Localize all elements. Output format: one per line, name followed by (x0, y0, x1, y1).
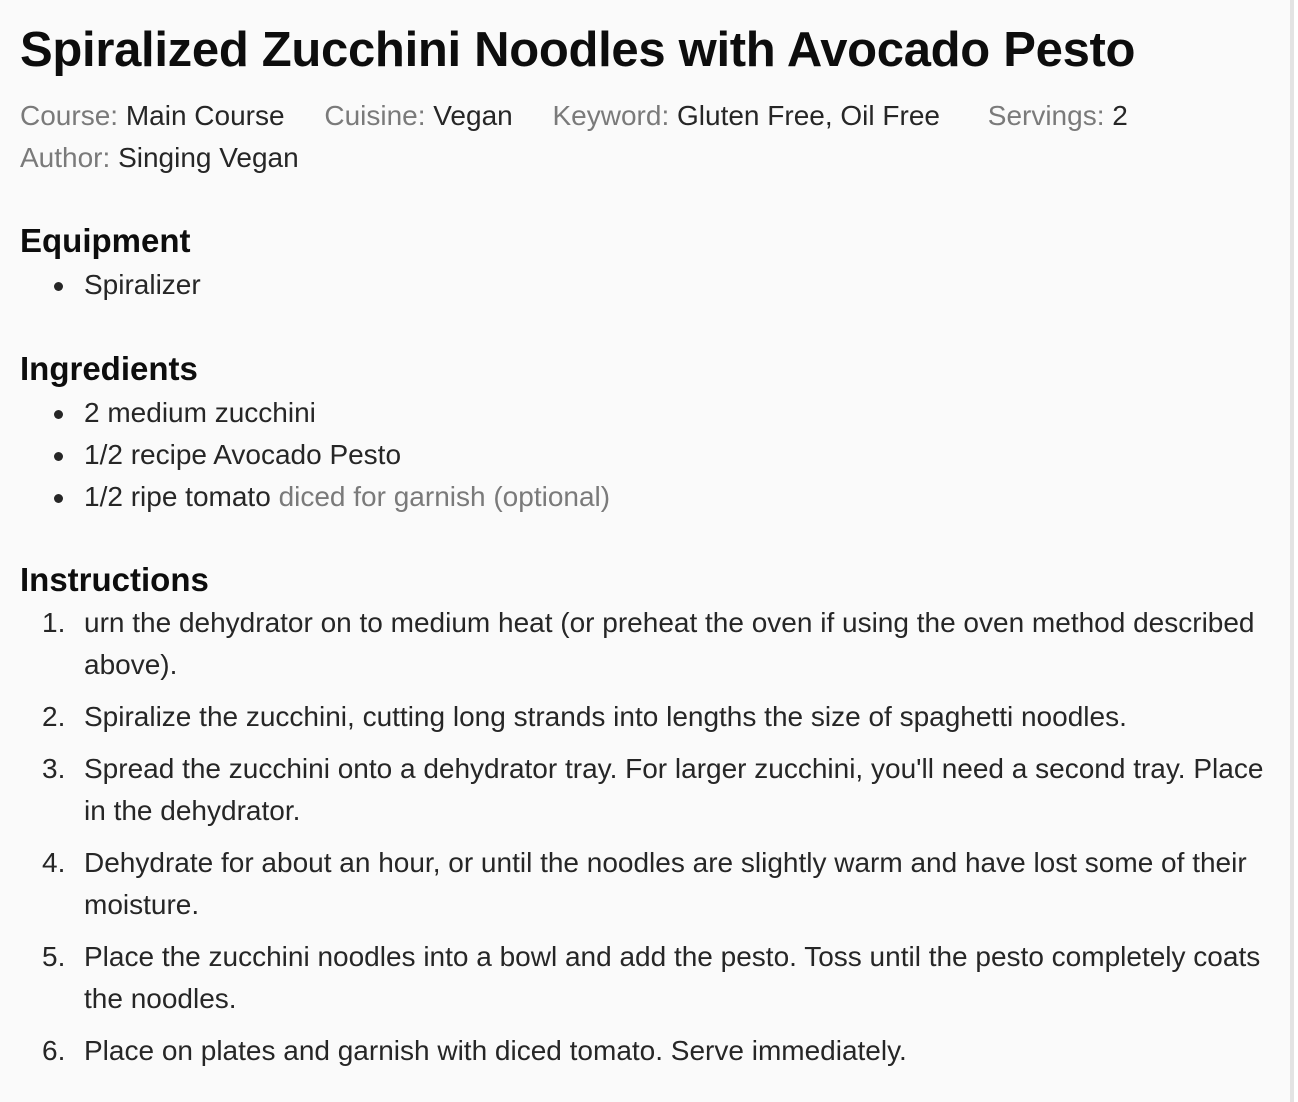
meta-cuisine-label: Cuisine: (324, 100, 426, 131)
meta-servings-value: 2 (1112, 100, 1128, 131)
instruction-step (20, 748, 1280, 832)
meta-keyword (553, 98, 940, 134)
step-number: 6. (42, 1035, 66, 1066)
bullet-icon (54, 494, 63, 503)
ingredient-text: 2 medium zucchini (84, 397, 316, 428)
ingredient-text: 1/2 recipe Avocado Pesto (84, 439, 402, 470)
ingredient-item (50, 392, 610, 434)
bullet-icon (54, 410, 63, 419)
meta-author (20, 140, 299, 176)
bullet-icon (54, 282, 63, 291)
meta-course (20, 98, 285, 134)
step-text: Place on plates and garnish with diced tomato. Serve immediately. (84, 1035, 907, 1066)
meta-course-value: Main Course (125, 100, 285, 131)
step-number: 3. (42, 753, 66, 784)
ingredients-list (50, 392, 610, 518)
meta-keyword-label: Keyword: (552, 100, 670, 131)
meta-author-label: Author: (20, 142, 111, 173)
ingredient-note: diced for garnish (optional) (278, 481, 611, 512)
meta-servings-label: Servings: (987, 100, 1105, 131)
equipment-item-text: Spiralizer (84, 269, 201, 300)
meta-course-label: Course: (20, 100, 119, 131)
step-text: Dehydrate for about an hour, or until the noodles are slightly warm and have lost some of their moisture. (84, 847, 1247, 920)
meta-servings (988, 98, 1128, 134)
recipe-meta-row (20, 98, 1128, 134)
recipe-meta-row (20, 140, 331, 176)
equipment-heading: Equipment (20, 222, 191, 259)
step-text: Place the zucchini noodles into a bowl and add the pesto. Toss until the pesto completely coats the noodles. (84, 941, 1261, 1014)
recipe-title: Spiralized Zucchini Noodles with Avocado Pesto (20, 23, 1136, 77)
step-number: 4. (42, 847, 66, 878)
step-number: 1. (42, 607, 66, 638)
meta-keyword-value: Gluten Free, Oil Free (677, 100, 940, 131)
step-number: 2. (42, 701, 66, 732)
equipment-item (50, 264, 201, 306)
ingredient-item (50, 476, 610, 518)
ingredient-text: 1/2 ripe tomato (84, 481, 271, 512)
instruction-step (20, 842, 1280, 926)
ingredient-item (50, 434, 610, 476)
instruction-step (20, 936, 1280, 1020)
step-text: Spiralize the zucchini, cutting long strands into lengths the size of spaghetti noodles. (84, 701, 1127, 732)
instruction-step (20, 1030, 1280, 1072)
meta-cuisine (324, 98, 512, 134)
instructions-list (20, 602, 1280, 1082)
step-text: Spread the zucchini onto a dehydrator tray. For larger zucchini, you'll need a second tray. Place in the dehydrator. (84, 753, 1264, 826)
meta-cuisine-value: Vegan (433, 100, 513, 131)
ingredients-heading: Ingredients (20, 350, 198, 387)
bullet-icon (54, 452, 63, 461)
instruction-step (20, 696, 1280, 738)
instructions-heading: Instructions (20, 561, 209, 598)
meta-author-value: Singing Vegan (118, 142, 299, 173)
equipment-list (50, 264, 201, 306)
instruction-step (20, 602, 1280, 686)
step-number: 5. (42, 941, 66, 972)
step-text: urn the dehydrator on to medium heat (or preheat the oven if using the oven method described above). (84, 607, 1255, 680)
